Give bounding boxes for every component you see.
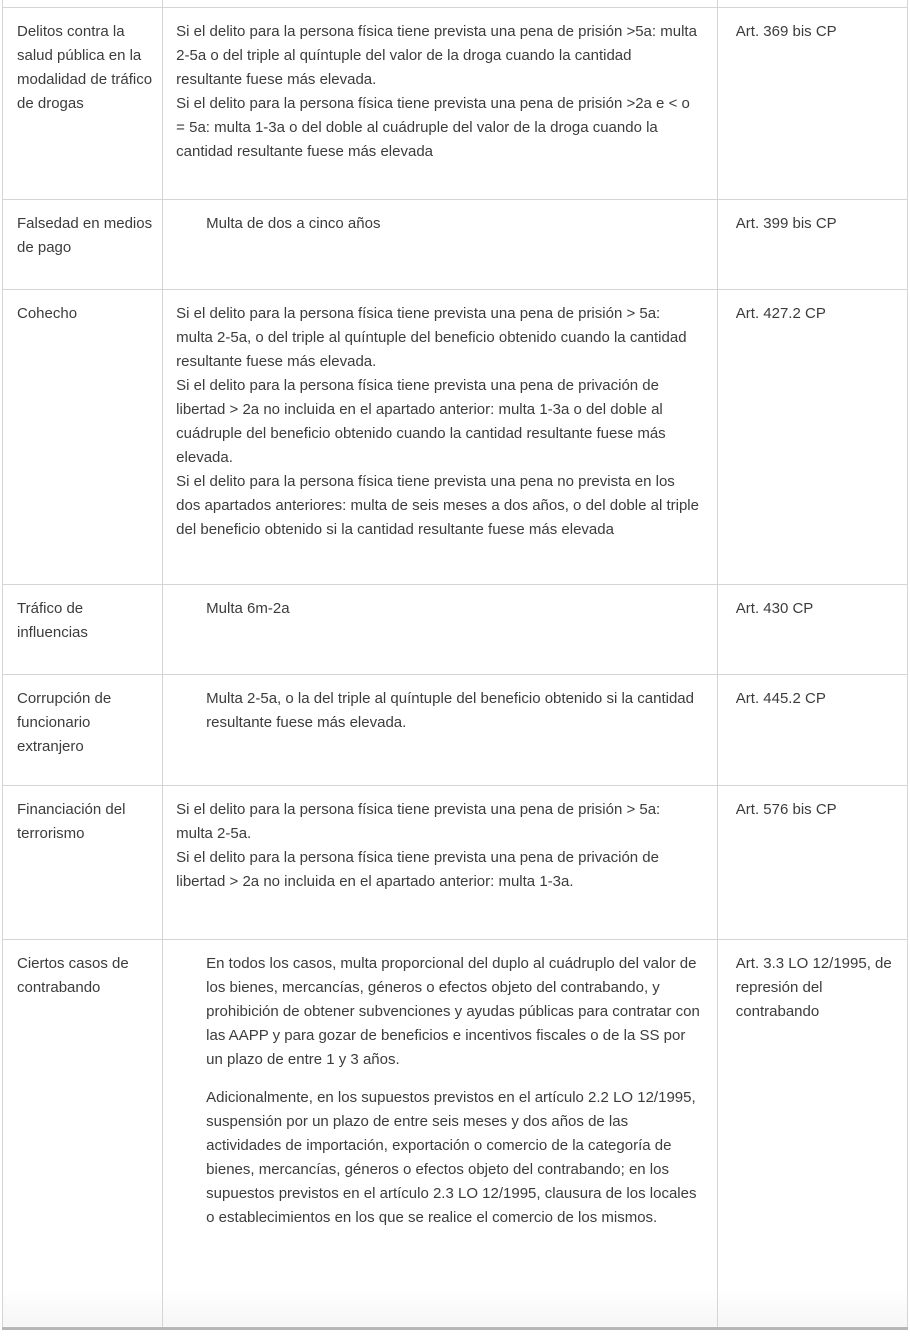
article-cell: Art. 427.2 CP — [717, 289, 907, 584]
table-row — [3, 199, 908, 289]
offense-cell: Financiación del terrorismo — [3, 785, 163, 939]
penalty-paragraph: Multa 2-5a, o la del triple al quíntuple del beneficio obtenido si la cantidad resultante fuese más elevada. — [206, 689, 694, 731]
penalty-paragraph: Multa 6m-2a — [206, 599, 290, 617]
penalty-cell — [163, 199, 718, 289]
penalty-paragraph: Si el delito para la persona física tiene prevista una pena de privación de libertad > 2a no incluida en el apartado anterior: multa 1-3a. — [176, 848, 659, 890]
penalty-cell — [163, 785, 718, 939]
penalty-cell — [163, 584, 718, 674]
article-cell: Art. 3.3 LO 12/1995, de represión del contrabando — [717, 939, 907, 1328]
offense-cell: Tráfico de influencias — [3, 584, 163, 674]
table-row — [3, 584, 908, 674]
penalty-cell — [163, 939, 718, 1328]
offense-cell: Falsedad en medios de pago — [3, 199, 163, 289]
table-row — [3, 289, 908, 584]
penalty-cell — [163, 289, 718, 584]
article-cell: Art. 399 bis CP — [717, 199, 907, 289]
cropped-previous-row — [3, 0, 908, 7]
table-row — [3, 7, 908, 199]
penalty-cell — [163, 7, 718, 199]
offense-cell — [3, 0, 163, 7]
offense-cell: Ciertos casos de contrabando — [3, 939, 163, 1328]
penalty-paragraph: Multa de dos a cinco años — [206, 214, 381, 232]
article-cell: Art. 576 bis CP — [717, 785, 907, 939]
article-cell — [717, 0, 907, 7]
article-cell: Art. 445.2 CP — [717, 674, 907, 785]
offense-cell: Delitos contra la salud pública en la modalidad de tráfico de drogas — [3, 7, 163, 199]
table-row — [3, 785, 908, 939]
table-row — [3, 939, 908, 1328]
penalty-paragraph: Si el delito para la persona física tiene prevista una pena de prisión > 5a: multa 2-5a. — [176, 800, 661, 842]
penalties-table — [2, 0, 908, 1330]
penalty-cell — [163, 674, 718, 785]
table-row — [3, 674, 908, 785]
offense-cell: Corrupción de funcionario extranjero — [3, 674, 163, 785]
article-cell: Art. 369 bis CP — [717, 7, 907, 199]
penalty-paragraph: Si el delito para la persona física tiene prevista una pena no prevista en los dos apartados anteriores: multa de seis meses a dos años, o del doble al triple del beneficio obtenido si la cantidad resultante fuese más elevada — [176, 472, 699, 538]
article-cell: Art. 430 CP — [717, 584, 907, 674]
penalty-paragraph: Si el delito para la persona física tiene prevista una pena de prisión > 5a: multa 2-5a, o del triple al quíntuple del beneficio obtenido cuando la cantidad resultante fuese más elevada. — [176, 304, 687, 370]
offense-cell: Cohecho — [3, 289, 163, 584]
penalty-paragraph: En todos los casos, multa proporcional del duplo al cuádruplo del valor de los bienes, mercancías, géneros o efectos objeto del contrabando, y prohibición de obtener subvenciones y ayudas públicas para contratar con las AAPP y para gozar de beneficios e incentivos fiscales o de la SS por un plazo de entre 1 y 3 años. — [206, 954, 700, 1068]
penalty-paragraph: Si el delito para la persona física tiene prevista una pena de privación de libertad > 2a no incluida en el apartado anterior: multa 1-3a o del doble al cuádruple del beneficio obtenido cuando la cantidad resultante fuese más elevada. — [176, 376, 666, 466]
penalty-paragraph: Si el delito para la persona física tiene prevista una pena de prisión >5a: multa 2-5a o del triple al quíntuple del valor de la droga cuando la cantidad resultante fuese más elevada. — [176, 22, 697, 88]
penalties-table-body — [3, 0, 908, 1328]
penalty-cell — [163, 0, 718, 7]
penalty-paragraph: Adicionalmente, en los supuestos previstos en el artículo 2.2 LO 12/1995, suspensión por un plazo de entre seis meses y dos años de las actividades de importación, exportación o comercio de la categoría de bienes, mercancías, géneros o efectos objeto del contrabando; en los supuestos previstos en el artículo 2.3 LO 12/1995, clausura de los locales o establecimientos en los que se realice el comercio de los mismos. — [206, 1088, 697, 1226]
penalty-paragraph: Si el delito para la persona física tiene prevista una pena de prisión >2a e < o = 5a: multa 1-3a o del doble al cuádruple del valor de la droga cuando la cantidad resultante fuese más elevada — [176, 94, 690, 160]
